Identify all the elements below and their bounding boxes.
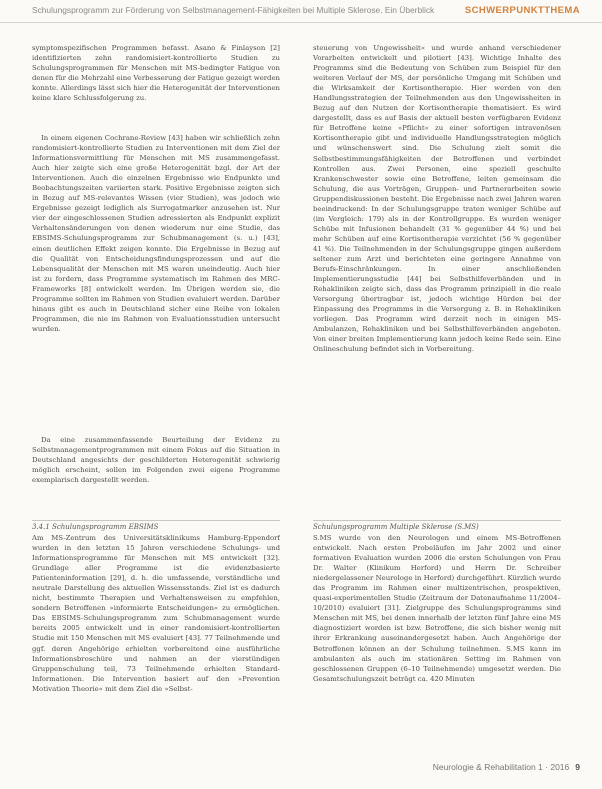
- paragraph: steuerung von Ungewissheit« und wurde anhand verschiedener Vorarbeiten entwickelt und pilotiert [43]. Wichtige Inhalte des Programms sind die Bedeutung von Schüben zum Beispiel für den weiteren Verlauf der MS, der persönliche Umgang mit Schüben und die Wirksamkeit der Kortisontherapie. Hier werden von den Handlungsstrategien der Teilnehmenden aus den Ungewissheiten in Bezug auf den Nutzen der Kortisontherapie thematisiert. Es wird dargestellt, dass es auf Basis der aktuell besten verfügbaren Evidenz für Betroffene keine »Pflicht« zu einer sofortigen intravenösen Kortisontherapie gibt und individuelle Handlungsstrategien möglich und wünschenswert sind. Die Schulung zielt somit die Selbstbestimmungsfähigkeiten der Betroffenen und verbindet Kontrollen aus. Zwei Personen, eine speziell geschulte Krankenschwester sowie eine Betroffene, leiten gemeinsam die Schulung, die aus Vorträgen, Gruppen- und Partnerarbeiten sowie Gruppendiskussionen besteht. Die Ergebnisse nach zwei Jahren waren beeindruckend: In der Schulungsgruppe traten weniger Schübe auf (im Vergleich: 179) als in der Kontrollgruppe. Es wurden weniger Schübe mit Infusionen behandelt (31 % gegenüber 44 %) und bei mehr Schüben auf eine Kortisontherapie verzichtet (56 % gegenüber 41 %). Die Teilnehmenden in der Schulungsgruppe gingen außerdem seltener zum Arzt und berichteten eine geringere Annahme von Berufs-Einschränkungen. In einer anschließenden Implementierungsstudie [44] bei Selbsthilfeverbänden und in Rehakliniken zeigte sich, dass das Programm prinzipiell in die reale Versorgung übertragbar ist, jedoch wichtige Hürden bei der Einpassung des Programms in die Versorgung z. B. in Rehakliniken vorliegen. Das Programm wird derzeit noch in einigen MS-Ambulanzen, Rehakliniken und bei Selbsthilfeverbänden angeboten. Von einer breiten Implementierung kann jedoch keine Rede sein. Eine Onlineschulung befindet sich in Vorbereitung.: [313, 44, 561, 354]
- page-number: 9: [575, 762, 580, 772]
- left-column: [32, 43, 280, 505]
- paragraph: Da eine zusammenfassende Beurteilung der Evidenz zu Selbstmanagementprogrammen mit einem Fokus auf die Situation in Deutschland angesichts der geschilderten Heterogenität schwierig möglich erscheint, sollen im Folgenden zwei eigene Programme exemplarisch dargestellt werden.: [32, 436, 280, 485]
- page-footer: [433, 762, 580, 772]
- right-column: [313, 43, 561, 515]
- journal-citation: Neurologie & Rehabilitation 1 · 2016: [432, 762, 570, 772]
- subsection-heading-sms: Schulungsprogramm Multiple Sklerose (S.MS): [313, 520, 561, 533]
- subsection-heading-ebsims: 3.4.1 Schulungsprogramm EBSIMS: [32, 520, 280, 533]
- running-title: Schulungsprogramm zur Förderung von Selbstmanagement-Fähigkeiten bei Multiple Sklerose. Ein Überblick: [32, 5, 435, 15]
- paragraph: S.MS wurde von den Neurologen und einem MS-Betroffenen entwickelt. Nach ersten Probeläufen im Jahr 2002 und einer formativen Evaluation wurden 2006 die ersten Schulungen von Frau Dr. Walter (Klinikum Herford) und Herrn Dr. Schreiber niedergelassener Neurologe in Herford) durchgeführt. Kürzlich wurde das Programm im Rahmen einer multizentrischen, prospektiven, quasi-experimentellen Studie (Zeitraum der Datenaufnahme 11/2004–10/2010) evaluiert [31]. Zielgruppe des Schulungsprogramms sind Menschen mit MS, bei denen innerhalb der letzten fünf Jahre eine MS diagnostiziert worden ist bzw. Betroffene, die sich bisher wenig mit ihrer Erkrankung auseinandergesetzt haben. Auch Angehörige der Betroffenen können an der Schulung teilnehmen. S.MS kann im ambulanten als auch im stationären Setting im Rahmen von geschlossenen Gruppen (6–10 Teilnehmende) umgesetzt werden. Die Gesamtschulungszeit beträgt ca. 420 Minuten: [313, 534, 561, 683]
- paragraph: Am MS-Zentrum des Universitätsklinikums Hamburg-Eppendorf wurden in den letzten 15 Jahren verschiedene Schulungs- und Informationsprogramme für Menschen mit MS entwickelt [32]. Grundlage aller Programme ist die evidenzbasierte Patienteninformation [29], d. h. die umfassende, verständliche und neutrale Darstellung des aktuellen Wissensstands. Ziel ist es dadurch nicht, bestimmte Therapien und Verhaltensweisen zu empfehlen, sondern Betroffenen »informierte Entscheidungen« zu ermöglichen. Das EBSIMS-Schulungsprogramm zum Schubmanagement wurde bereits 2005 entwickelt und in einer randomisiert-kontrollierten Studie mit 150 Menschen mit MS evaluiert [43]. 77 Teilnehmende und ggf. deren Angehörige erhielten vorbereitend eine ausführliche Informationsbroschüre und nahmen an der vierstündigen Gruppenschulung teil, 73 Teilnehmende erhielten Standard-Informationen. Die Intervention basiert auf den »Prevention Motivation Theorie« mit dem Ziel die »Selbst-: [32, 534, 280, 693]
- running-header: [0, 0, 602, 23]
- paragraph: In einem eigenen Cochrane-Review [43] haben wir schließlich zehn randomisiert-kontrollierte Studien zu Interventionen mit dem Ziel der Informationsvermittlung für Menschen mit MS zusammengefasst. Auch hier zeigte sich eine große Heterogenität bzgl. der Art der Interventionen. Auch die einzelnen Ergebnisse wie Endpunkte und Beobachtungszeiten variierten stark. Positive Ergebnisse zeigten sich in Bezug auf MS-relevantes Wissen (vier Studien), was jedoch wie Ergebnisse gezeigt lediglich als Surrogatmarker anzusehen ist. Nur vier der eingeschlossenen Studien adressierten als Endpunkt explizit Verhaltensänderungen von denen wiederum nur eine Studie, das EBSIMS-Schulungsprogramm zur Schubmanagement (s. u.) [43], einen deutlichen Effekt zeigen konnte. Die Ergebnisse in Bezug auf die Qualität von Entscheidungsfindungsprozessen und auf die Lebensqualität der Menschen mit MS waren uneindeutig. Auch hier ist zu fordern, dass Programme systematisch im Rahmen des MRC-Frameworks [8] entwickelt werden. Im Übrigen werden sie, die Programme sollten im Rahmen von Studien evaluiert werden. Darüber hinaus gibt es auch in Deutschland sicher eine Reihe von lokalen Programmen, die nie im Rahmen von Evaluationsstudien untersucht wurden.: [32, 134, 280, 333]
- paragraph: symptomspezifischen Programmen befasst. Asano & Finlayson [2] identifizierten zehn randomisiert-kontrollierte Studien zu Schulungsprogrammen für Menschen mit MS-bedingter Fatigue von denen für die Mehrzahl eine Verbesserung der Fatigue gezeigt werden konnte. Allerdings lässt sich hier die Heterogenität der Interventionen keine klare Schlussfolgerung zu.: [32, 44, 280, 103]
- section-label: SCHWERPUNKTTHEMA: [464, 5, 580, 16]
